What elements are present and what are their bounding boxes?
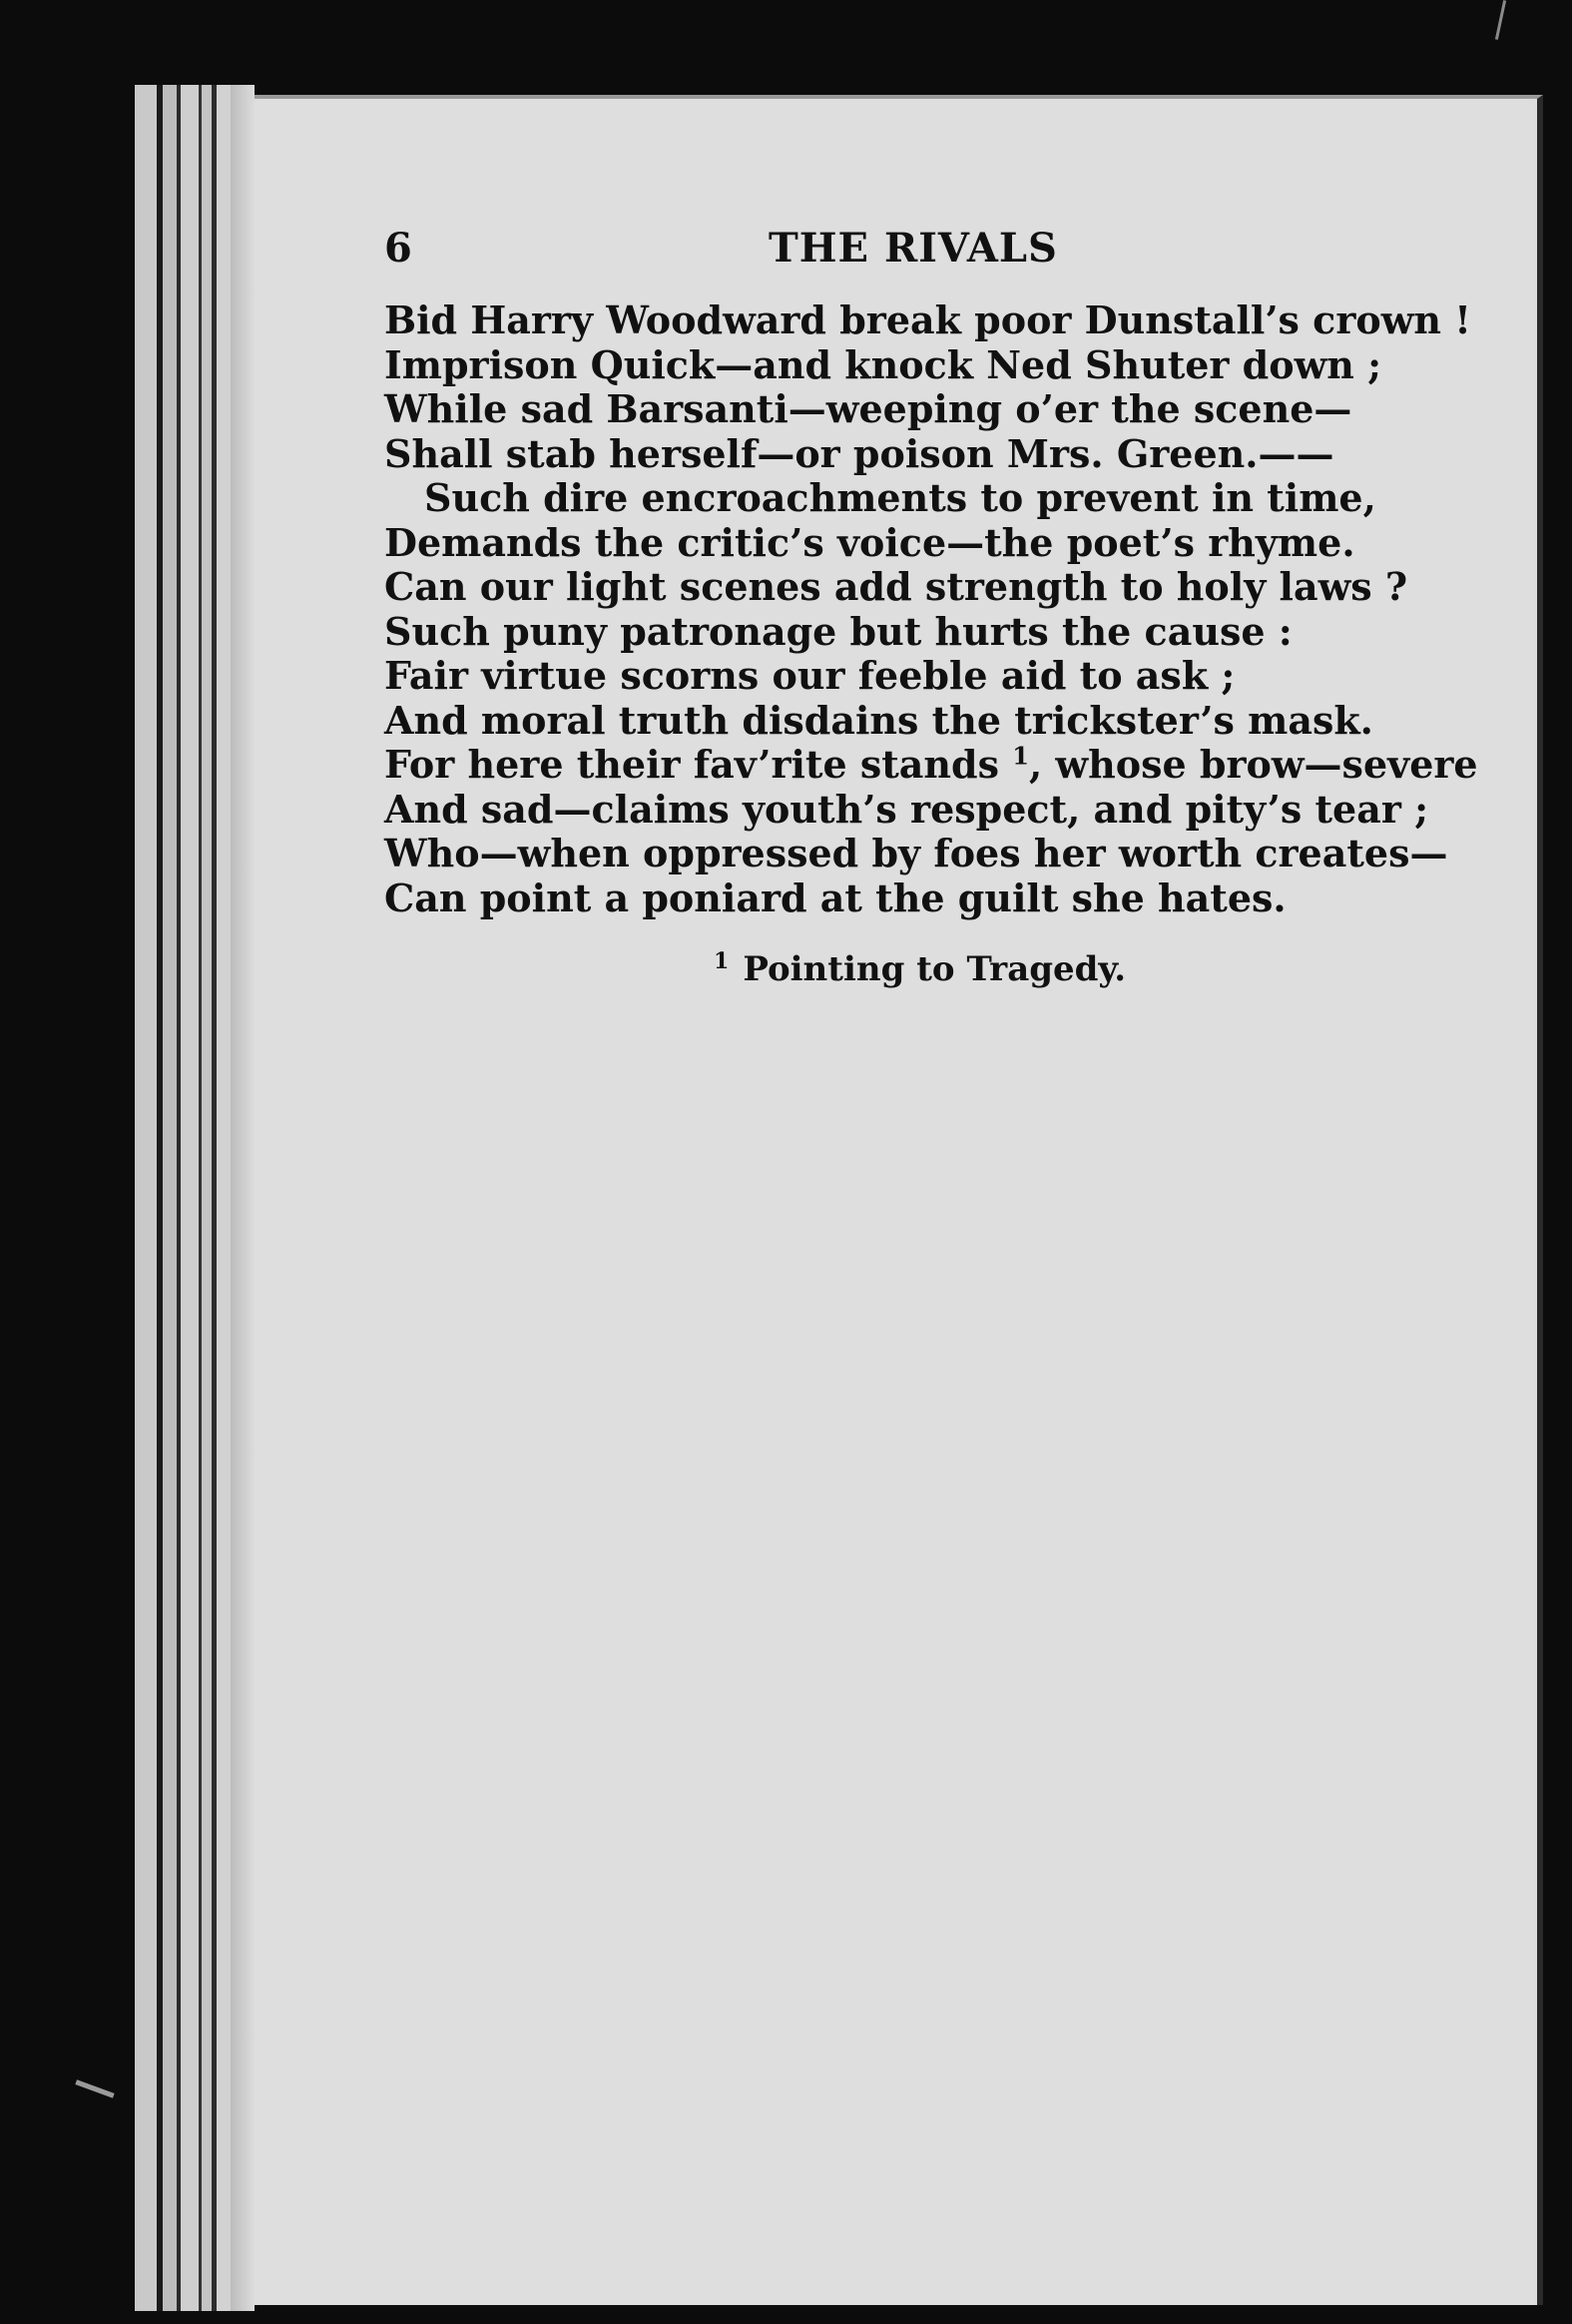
running-head bbox=[384, 219, 1213, 279]
verse-line: And moral truth disdains the trickster’s mask. bbox=[384, 697, 1373, 743]
scan-speck bbox=[75, 2079, 114, 2097]
verse-line: Shall stab herself—or poison Mrs. Green.—— bbox=[384, 430, 1334, 476]
footnote-reference: 1 bbox=[1012, 741, 1029, 771]
poem-text bbox=[384, 298, 1502, 920]
verse-line: Demands the critic’s voice—the poet’s rhyme. bbox=[384, 519, 1355, 565]
book-edge-strip bbox=[163, 85, 177, 2311]
verse-line: Can our light scenes add strength to holy laws ? bbox=[384, 564, 1408, 609]
book-edge-strip bbox=[217, 85, 231, 2311]
book-edge-strip bbox=[231, 85, 255, 2311]
footnote bbox=[714, 947, 1126, 991]
page-number: 6 bbox=[384, 225, 412, 272]
verse-line: And sad—claims youth’s respect, and pity’s tear ; bbox=[384, 786, 1429, 832]
verse-line: Who—when oppressed by foes her worth creates— bbox=[384, 831, 1448, 875]
verse-text: For here their fav’rite stands bbox=[384, 742, 1000, 787]
verse-line bbox=[384, 743, 1502, 788]
footnote-marker: 1 bbox=[714, 947, 730, 974]
book-edge-strip bbox=[135, 85, 157, 2311]
book-edge-strip bbox=[202, 85, 212, 2311]
verse-line: Imprison Quick—and knock Ned Shuter down ; bbox=[384, 341, 1382, 387]
footnote-text: Pointing to Tragedy. bbox=[743, 949, 1127, 989]
verse-line: Such puny patronage but hurts the cause : bbox=[384, 608, 1293, 654]
verse-line: Such dire encroachments to prevent in time, bbox=[424, 475, 1376, 520]
verse-text: , whose brow—severe bbox=[1028, 742, 1478, 787]
verse-line: Can point a poniard at the guilt she hates. bbox=[384, 874, 1287, 920]
verse-line: Fair virtue scorns our feeble aid to ask ; bbox=[384, 653, 1236, 698]
verse-line: While sad Barsanti—weeping o’er the scene— bbox=[384, 386, 1352, 431]
running-title: THE RIVALS bbox=[769, 225, 1058, 272]
scan-mark bbox=[1495, 0, 1506, 40]
book-page bbox=[255, 95, 1543, 2305]
verse-line: Bid Harry Woodward break poor Dunstall’s crown ! bbox=[384, 297, 1471, 342]
book-edge-strip bbox=[181, 85, 199, 2311]
